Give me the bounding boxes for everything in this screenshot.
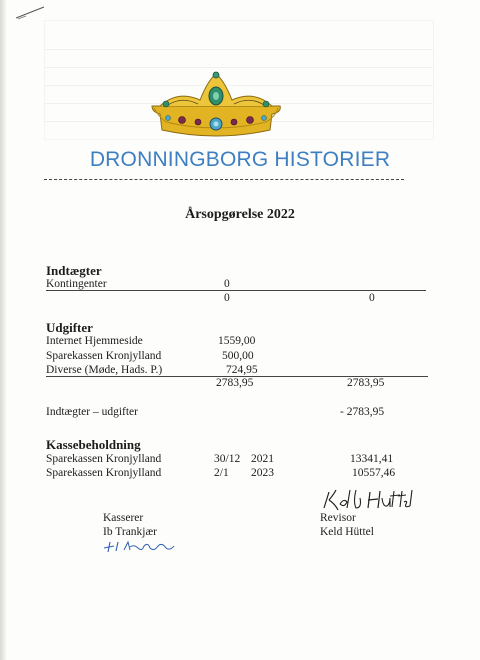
income-heading: Indtægter (46, 263, 102, 278)
income-row-amount: 0 (224, 278, 230, 290)
result-amount: - 2783,95 (340, 406, 385, 418)
expenses-heading: Udgifter (46, 320, 93, 335)
expense-row-label: Sparekassen Kronjylland (46, 350, 162, 362)
auditor-name: Keld Hüttel (320, 526, 374, 538)
treasurer-role: Kasserer (103, 512, 144, 524)
result-label: Indtægter – udgifter (46, 406, 138, 418)
expense-row-label: Internet Hjemmeside (46, 335, 143, 347)
cash-row-amount: 13341,41 (350, 453, 394, 465)
header-divider (44, 179, 404, 180)
cash-row-label: Sparekassen Kronjylland (46, 453, 162, 465)
document-title: Årsopgørelse 2022 (185, 207, 295, 222)
scan-edge (0, 0, 6, 660)
crown-logo (148, 70, 284, 144)
income-total: 0 (369, 292, 375, 304)
expenses-subtotal: 2783,95 (216, 377, 254, 389)
income-subtotal: 0 (224, 292, 230, 304)
auditor-role: Revisor (320, 512, 356, 524)
cash-row-date-day: 30/12 (214, 453, 241, 465)
cash-row-date-day: 2/1 (214, 467, 229, 479)
treasurer-signature (100, 538, 178, 554)
expense-row-amount: 500,00 (222, 350, 254, 362)
auditor-signature (320, 486, 416, 514)
cash-heading: Kassebeholdning (46, 437, 141, 452)
income-rule (46, 290, 426, 291)
organization-name: DRONNINGBORG HISTORIER (89, 148, 391, 171)
income-row-label: Kontingenter (46, 278, 107, 290)
cash-row-amount: 10557,46 (352, 467, 396, 479)
cash-row-label: Sparekassen Kronjylland (46, 467, 162, 479)
pen-mark (14, 4, 48, 20)
treasurer-name: Ib Trankjær (103, 526, 157, 538)
expense-row-amount: 724,95 (226, 364, 258, 376)
cash-row-date-year: 2021 (251, 453, 274, 465)
expense-row-amount: 1559,00 (218, 335, 256, 347)
cash-row-date-year: 2023 (251, 467, 274, 479)
expense-row-label: Diverse (Møde, Hads. P.) (46, 364, 163, 376)
expenses-total: 2783,95 (347, 377, 385, 389)
